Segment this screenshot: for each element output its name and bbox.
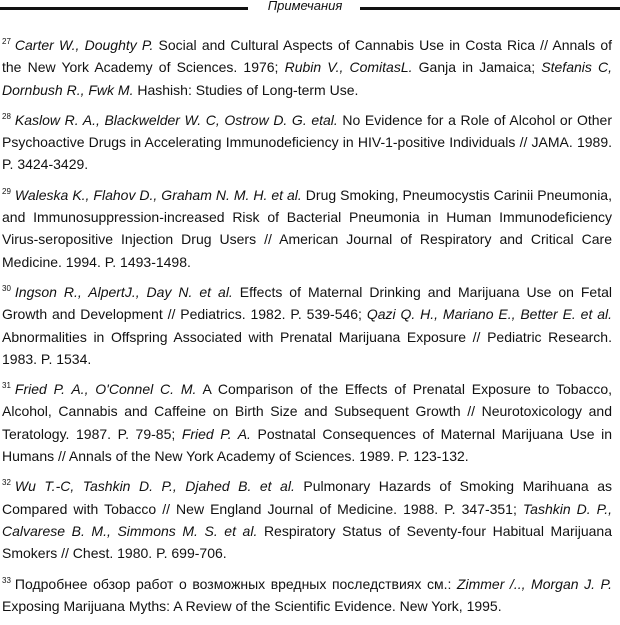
footnote-28	[2, 109, 612, 176]
footnote-number: 32	[2, 478, 11, 488]
footnote-text: Exposing Marijuana Myths: A Review of the Scientific Evidence. New York, 1995.	[2, 597, 502, 614]
footnote-text: Effects of Maternal Drinking and Marijuana Use on Fetal Growth and Development // Pediatrics. 1982. P. 539-546;	[2, 283, 612, 323]
footnote-text: No Evidence for a Role of Alcohol or Other Psychoactive Drugs in Accelerating Immunodeficiency in HIV-1-positive Individuals // JAMA. 1989. P. 3424-3429.	[2, 111, 613, 173]
footnote-authors: Zimmer /.., Morgan J. P.	[456, 575, 612, 592]
footnote-29	[2, 184, 612, 273]
footnote-text: A Comparison of the Effects of Prenatal Exposure to Tobacco, Alcohol, Cannabis and Caffeine on Birth Size and Subsequent Growth // Neurotoxicology and Teratology. 1987. P. 79-85;	[2, 381, 612, 442]
footnote-number: 29	[2, 186, 11, 196]
footnote-text: Abnormalities in Offspring Associated with Prenatal Marijuana Exposure // Pediatric Research. 1983. P. 1534.	[2, 328, 612, 367]
footnote-authors: Wu T.-C, Tashkin D. P., Djahed B. et al.	[14, 478, 295, 495]
footnote-authors: Waleska K., Flahov D., Graham N. M. H. et al.	[14, 186, 302, 203]
footnote-text: Social and Cultural Aspects of Cannabis Use in Costa Rica // Annals of the New York Academy of Sciences. 1976;	[2, 37, 613, 76]
footnote-authors: Tashkin D. P., Calvarese B. M., Simmons M. S. et al.	[2, 500, 612, 539]
footnote-number: 33	[2, 575, 11, 585]
footnote-authors: Ingson R., AlpertJ., Day N. et al.	[14, 283, 233, 300]
footnote-authors: Kaslow R. A., Blackwelder W. C, Ostrow D. G. etal.	[14, 111, 338, 128]
header-rule-right	[360, 7, 620, 10]
footnote-text: Hashish: Studies of Long-term Use.	[133, 81, 359, 98]
footnote-number: 31	[2, 381, 11, 391]
footnotes-list	[2, 34, 612, 625]
footnote-33	[2, 573, 612, 618]
footnote-authors: Qazi Q. H., Mariano E., Better E. et al.	[366, 306, 613, 323]
footnote-number: 27	[2, 37, 11, 46]
footnote-31	[2, 378, 612, 467]
footnote-text: Respiratory Status of Seventy-four Habitual Marijuana Smokers // Chest. 1980. P. 699-706.	[2, 522, 613, 562]
footnote-authors: Rubin V., ComitasL.	[284, 59, 413, 76]
footnote-32	[2, 475, 612, 564]
footnote-number: 30	[2, 283, 11, 293]
footnote-number: 28	[2, 111, 11, 121]
header-rule-left	[0, 7, 248, 10]
footnote-text: Подробнее обзор работ о возможных вредных последствиях см.:	[14, 575, 457, 592]
footnote-authors: Stefanis C, Dornbush R., Fwk M.	[2, 59, 613, 98]
footnote-text: Ganja in Jamaica;	[412, 59, 542, 76]
footnote-text: Postnatal Consequences of Maternal Marijuana Use in Humans // Annals of the New York Academy of Sciences. 1989. P. 123-132.	[2, 425, 613, 465]
footnote-30	[2, 281, 612, 370]
footnote-authors: Fried P. A.	[181, 425, 251, 442]
footnote-27	[2, 34, 612, 101]
footnote-authors: Fried P. A., O'Connel C. M.	[14, 381, 197, 398]
running-header	[0, 0, 620, 18]
footnote-text: Drug Smoking, Pneumocystis Carinii Pneumonia, and Immunosuppression-increased Risk of Bacterial Pneumonia in Human Immunodeficiency Virus-seropositive Injection Drug Users // American Journal of Respiratory and Critical Care Medicine. 1994. P. 1493-1498.	[2, 186, 612, 270]
footnote-authors: Carter W., Doughty P.	[14, 37, 154, 53]
header-title: Примечания	[267, 0, 343, 13]
footnote-text: Pulmonary Hazards of Smoking Marihuana as Compared with Tobacco // New England Journal of Medicine. 1988. P. 347-351;	[2, 478, 613, 517]
